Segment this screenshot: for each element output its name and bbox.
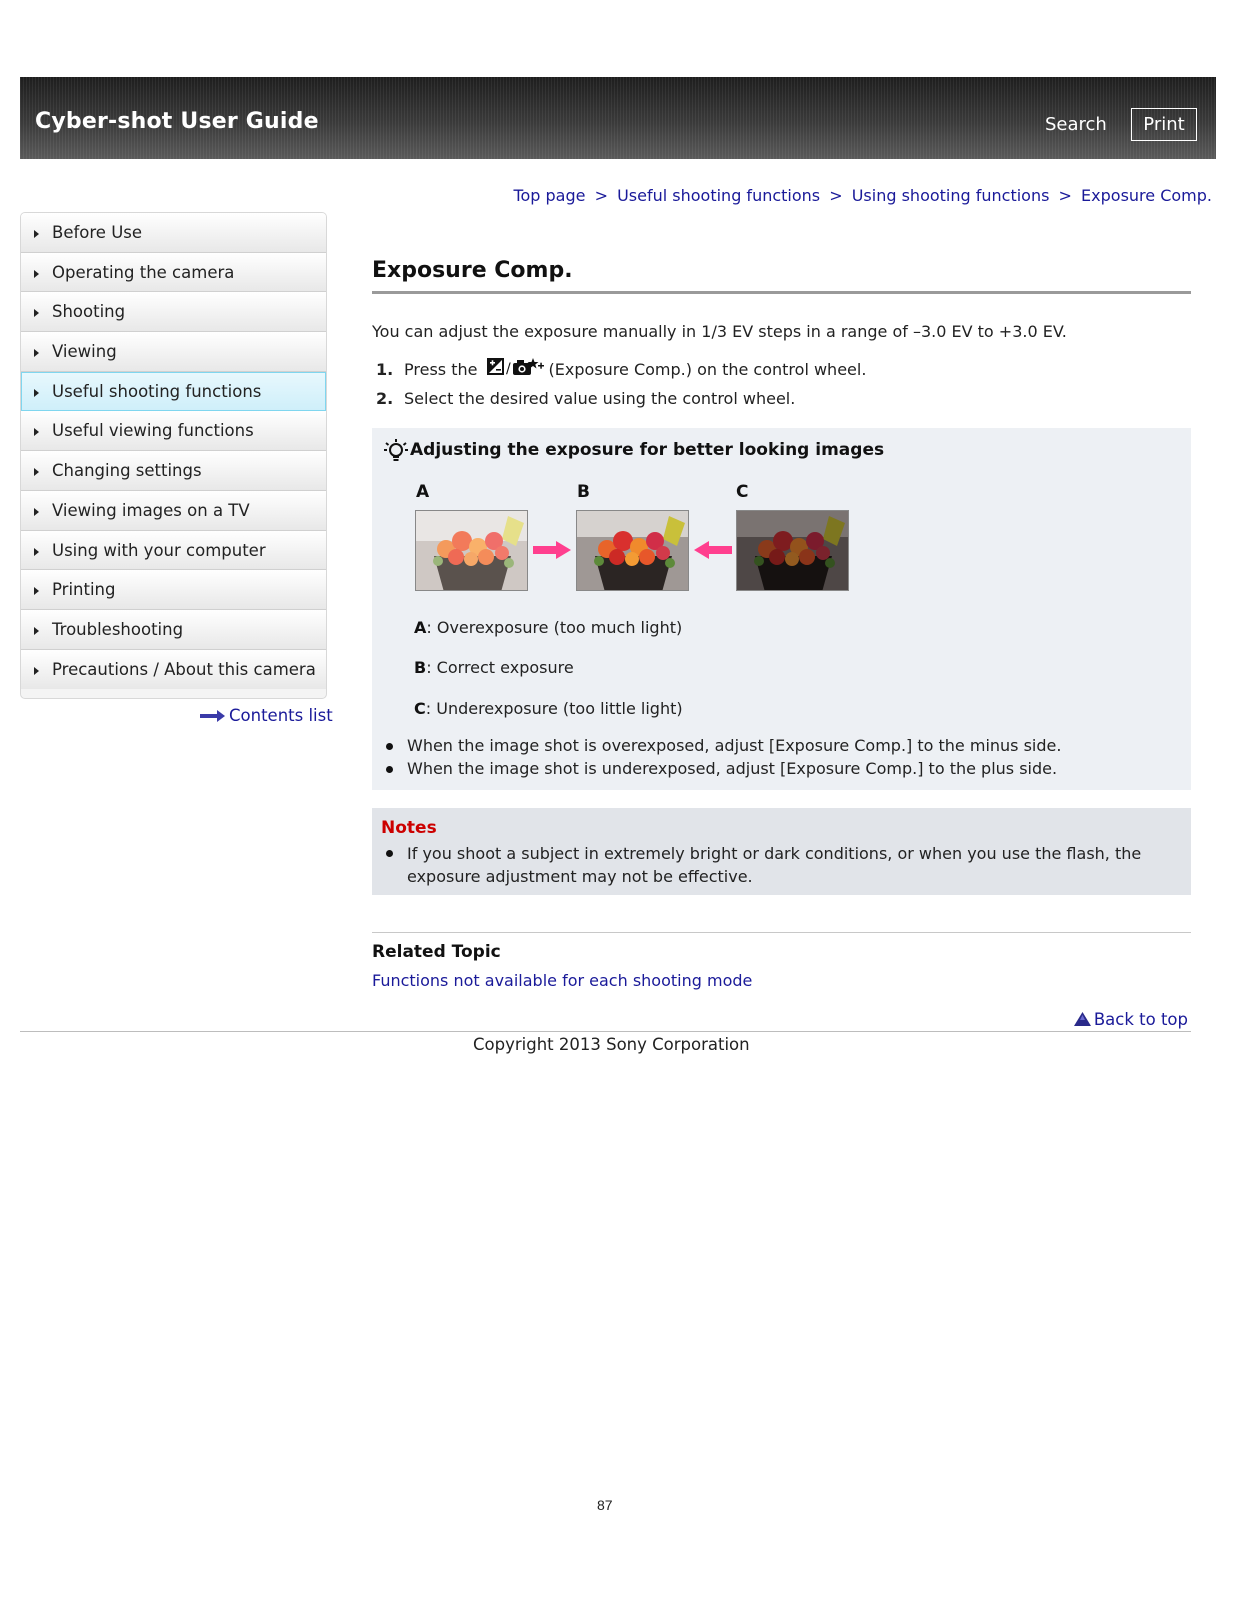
photo-label-b: B [577, 482, 590, 502]
breadcrumb-useful-shooting-functions[interactable]: Useful shooting functions [617, 186, 821, 205]
back-to-top-link[interactable] [1074, 1010, 1188, 1029]
triangle-right-icon [34, 548, 39, 556]
sidebar-item-precautions[interactable] [21, 650, 326, 690]
sidebar-item-label: Useful shooting functions [52, 381, 262, 401]
sidebar-item-label: Useful viewing functions [52, 421, 254, 441]
sidebar-item-label: Using with your computer [52, 540, 266, 560]
photo-overexposed [415, 510, 528, 591]
back-to-top-label: Back to top [1093, 1010, 1188, 1029]
notes-title: Notes [381, 818, 437, 838]
search-link[interactable]: Search [1045, 114, 1107, 135]
photo-label-c: C [736, 482, 749, 502]
contents-list-link[interactable] [200, 706, 333, 725]
sidebar-nav [20, 212, 327, 699]
hint-title: Adjusting the exposure for better looking images [410, 440, 885, 460]
related-topic-heading: Related Topic [372, 942, 501, 962]
sidebar-item-label: Troubleshooting [52, 619, 184, 639]
page-number: 87 [597, 1497, 613, 1513]
sidebar-item-useful-shooting-functions[interactable] [21, 372, 326, 412]
step-1 [376, 357, 866, 379]
svg-text:/: / [505, 361, 511, 377]
footer-divider [20, 1031, 1191, 1032]
related-topic-link[interactable]: Functions not available for each shooting mode [372, 971, 753, 990]
exposure-key: A [414, 618, 427, 637]
copyright-text: Copyright 2013 Sony Corporation [473, 1035, 750, 1054]
exposure-desc: : Underexposure (too little light) [425, 699, 683, 718]
page-title: Exposure Comp. [372, 258, 573, 283]
print-button[interactable]: Print [1131, 108, 1197, 141]
step-2 [376, 389, 795, 408]
hint-bullet [386, 736, 1061, 755]
triangle-right-icon [34, 587, 39, 595]
hint-bullet [386, 759, 1057, 778]
triangle-right-icon [34, 270, 39, 278]
triangle-right-icon [34, 627, 39, 635]
notes-item [386, 842, 1176, 888]
step-number: 1. [376, 360, 394, 379]
sidebar-item-label: Before Use [52, 223, 143, 242]
related-divider [372, 932, 1191, 933]
sidebar-item-viewing[interactable] [21, 332, 326, 372]
header-bar [20, 77, 1216, 159]
sidebar-item-using-with-your-computer[interactable] [21, 531, 326, 571]
long-arrow-right-icon [200, 710, 225, 722]
sidebar-item-before-use[interactable] [21, 213, 326, 253]
lightbulb-icon [384, 439, 408, 465]
step-text: Select the desired value using the control wheel. [404, 389, 796, 408]
sidebar-item-useful-viewing-functions[interactable] [21, 411, 326, 451]
sidebar-item-troubleshooting[interactable] [21, 610, 326, 650]
sidebar-item-label: Viewing images on a TV [52, 500, 250, 520]
sidebar-item-viewing-images-on-a-tv[interactable] [21, 491, 326, 531]
exposure-key: C [414, 699, 426, 718]
exposure-label-b [414, 658, 574, 677]
breadcrumb-separator: > [1058, 186, 1072, 205]
exposure-comp-icon [486, 357, 546, 377]
notes-box [372, 808, 1191, 895]
bullet-icon [386, 766, 393, 773]
breadcrumb [513, 186, 1212, 205]
breadcrumb-exposure-comp[interactable]: Exposure Comp. [1081, 186, 1212, 205]
arrow-right-icon [533, 541, 571, 559]
step-number: 2. [376, 389, 394, 408]
triangle-right-icon [34, 428, 39, 436]
exposure-key: B [414, 658, 427, 677]
sidebar-item-label: Shooting [52, 302, 126, 322]
triangle-right-icon [34, 349, 39, 357]
sidebar-item-label: Viewing [52, 342, 117, 362]
notes-item-text: If you shoot a subject in extremely bright or dark conditions, or when you use the flash, the exposure adjustment may not be effective. [407, 844, 1142, 886]
breadcrumb-separator: > [594, 186, 608, 205]
bullet-icon [386, 743, 393, 750]
sidebar-item-label: Changing settings [52, 461, 202, 481]
triangle-up-icon [1074, 1012, 1091, 1026]
exposure-label-a [414, 618, 682, 637]
exposure-desc: : Overexposure (too much light) [426, 618, 683, 637]
step-text-after: (Exposure Comp.) on the control wheel. [548, 360, 867, 379]
intro-text: You can adjust the exposure manually in 1/3 EV steps in a range of –3.0 EV to +3.0 EV. [372, 322, 1067, 341]
exposure-desc: : Correct exposure [426, 658, 574, 677]
triangle-right-icon [34, 508, 39, 516]
triangle-right-icon [34, 468, 39, 476]
sidebar-item-changing-settings[interactable] [21, 451, 326, 491]
sidebar-item-label: Operating the camera [52, 262, 235, 282]
sidebar-item-operating-the-camera[interactable] [21, 253, 326, 293]
exposure-label-c [414, 699, 683, 718]
triangle-right-icon [34, 389, 39, 397]
sidebar-item-label: Printing [52, 580, 116, 600]
sidebar-item-printing[interactable] [21, 570, 326, 610]
triangle-right-icon [34, 230, 39, 238]
photo-label-a: A [416, 482, 430, 502]
contents-list-label: Contents list [229, 706, 333, 725]
sidebar-item-shooting[interactable] [21, 292, 326, 332]
hint-box [372, 428, 1191, 790]
photo-underexposed [736, 510, 849, 591]
hint-bullet-text: When the image shot is overexposed, adjust [Exposure Comp.] to the minus side. [407, 736, 1062, 755]
sidebar-item-label: Precautions / About this camera [52, 659, 316, 679]
hint-bullet-text: When the image shot is underexposed, adjust [Exposure Comp.] to the plus side. [407, 759, 1058, 778]
triangle-right-icon [34, 667, 39, 675]
guide-title: Cyber-shot User Guide [35, 109, 319, 134]
triangle-right-icon [34, 309, 39, 317]
breadcrumb-separator: > [829, 186, 843, 205]
breadcrumb-top-page[interactable]: Top page [513, 186, 586, 205]
photo-correct [576, 510, 689, 591]
arrow-left-icon [694, 541, 732, 559]
step-text-before: Press the [404, 360, 478, 379]
bullet-icon [386, 850, 393, 857]
breadcrumb-using-shooting-functions[interactable]: Using shooting functions [851, 186, 1050, 205]
title-divider [372, 291, 1191, 294]
